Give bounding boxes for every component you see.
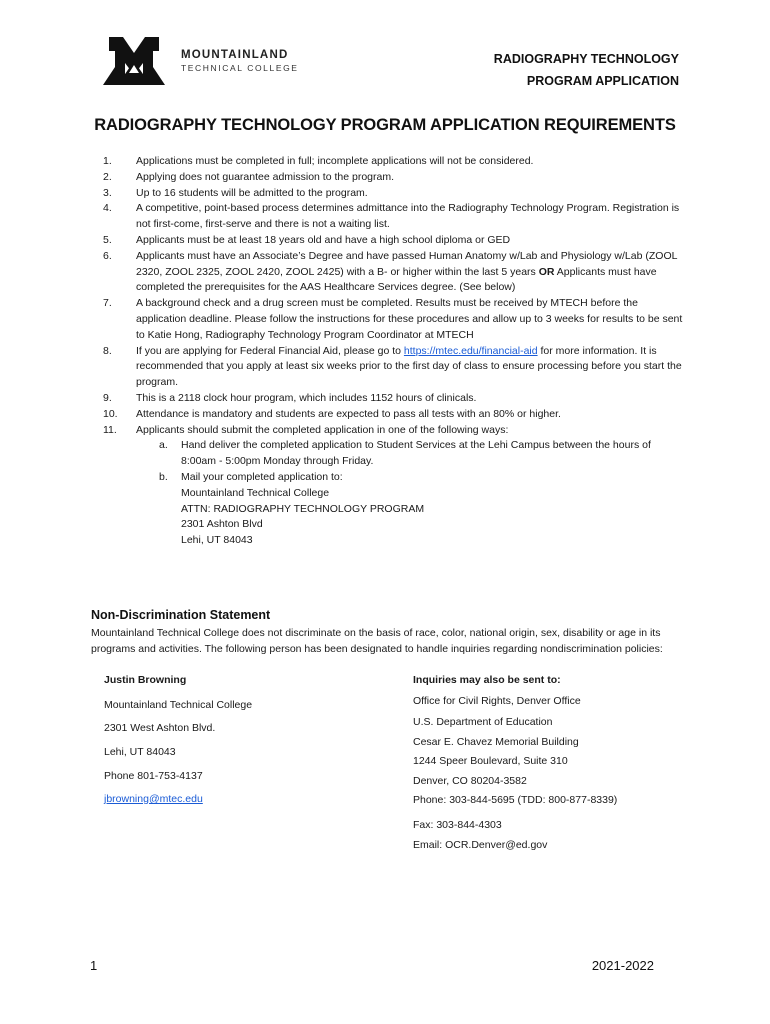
ocr-line: U.S. Department of Education	[413, 716, 553, 728]
list-item	[103, 391, 683, 407]
logo-name: MOUNTAINLAND	[181, 49, 289, 61]
logo-subtitle: TECHNICAL COLLEGE	[181, 63, 299, 73]
list-item	[103, 296, 683, 343]
item-number: 8.	[103, 344, 112, 357]
list-item	[103, 170, 683, 186]
item-text: Applications must be completed in full; incomplete applications will not be considered.	[136, 155, 534, 167]
contact-city: Lehi, UT 84043	[104, 746, 176, 758]
contact-name: Justin Browning	[104, 674, 187, 686]
item-number: 10.	[103, 407, 118, 420]
item-number: 5.	[103, 233, 112, 246]
list-item	[103, 201, 683, 233]
ocr-line: Denver, CO 80204-3582	[413, 775, 527, 787]
ocr-line: 1244 Speer Boulevard, Suite 310	[413, 755, 568, 767]
contact-street: 2301 West Ashton Blvd.	[104, 722, 216, 734]
address-line: Mountainland Technical College	[181, 486, 330, 499]
header-program-title	[494, 48, 679, 92]
sub-item-letter: b.	[159, 470, 168, 483]
item-number: 7.	[103, 297, 112, 310]
item-text: Attendance is mandatory and students are expected to pass all tests with an 80% or higher.	[136, 407, 561, 420]
mountain-logo-icon	[103, 37, 165, 85]
item-text: Up to 16 students will be admitted to the program.	[136, 186, 368, 199]
item-text: Applying does not guarantee admission to the program.	[136, 170, 394, 183]
contact-phone: Phone 801-753-4137	[104, 770, 203, 782]
mail-instruction: Mail your completed application to:	[181, 470, 343, 483]
header-line-2: PROGRAM APPLICATION	[526, 74, 679, 88]
mtech-logo	[103, 37, 313, 85]
sub-item-letter: a.	[159, 439, 168, 452]
inquiries-heading: Inquiries may also be sent to:	[413, 674, 561, 686]
or-emphasis: OR	[538, 265, 555, 278]
item-text-part: for more information. It is recommended that you apply at least six weeks prior to the first day of class to ensure processing before you start the program.	[136, 344, 682, 389]
item-text-part: Applicants must have an Associate’s Degree and have passed Human Anatomy w/Lab and Physiology w/Lab (ZOOL 2320, ZOOL 2325, ZOOL 2420, ZOOL 2425) with a B- or higher within the last 5 years	[136, 249, 678, 278]
page-title: RADIOGRAPHY TECHNOLOGY PROGRAM APPLICATION REQUIREMENTS	[94, 116, 676, 134]
item-number: 3.	[103, 186, 112, 199]
item-number: 2.	[103, 170, 112, 183]
address-line: ATTN: RADIOGRAPHY TECHNOLOGY PROGRAM	[181, 502, 425, 515]
address-line: 2301 Ashton Blvd	[181, 518, 263, 531]
item-number: 11.	[103, 423, 117, 436]
list-item	[103, 407, 683, 423]
ocr-line: Cesar E. Chavez Memorial Building	[413, 736, 579, 748]
contact-email-link[interactable]: jbrowning@mtec.edu	[104, 793, 203, 805]
list-item	[103, 344, 683, 391]
item-text: This is a 2118 clock hour program, which includes 1152 hours of clinicals.	[136, 391, 477, 404]
list-item	[103, 249, 683, 296]
contact-email-wrap	[104, 793, 203, 805]
item-text: Applicants must be at least 18 years old and have a high school diploma or GED	[136, 233, 511, 246]
header-line-1: RADIOGRAPHY TECHNOLOGY	[493, 52, 679, 66]
list-item	[103, 423, 683, 439]
nondiscrimination-heading: Non-Discrimination Statement	[91, 608, 271, 622]
requirements-list	[103, 154, 683, 549]
ocr-email: Email: OCR.Denver@ed.gov	[413, 839, 548, 851]
address-line: Lehi, UT 84043	[181, 534, 253, 547]
financial-aid-link[interactable]: https://mtec.edu/financial-aid	[403, 344, 538, 357]
item-number: 1.	[103, 155, 112, 167]
nondiscrimination-body: Mountainland Technical College does not discriminate on the basis of race, color, national origin, sex, disability or age in its programs and activities. The following person has been designated to handle inquiries regarding nondiscrimination policies:	[91, 627, 663, 655]
item-text: A competitive, point-based process determines admittance into the Radiography Technology Program. Registration is not first-come, first-serve and there is not a waiting list.	[136, 202, 680, 231]
list-item	[103, 438, 683, 549]
sub-list-item	[159, 470, 683, 549]
ocr-phone: Phone: 303-844-5695 (TDD: 800-877-8339)	[413, 794, 618, 806]
sub-list	[136, 438, 683, 549]
sub-list-item	[159, 438, 683, 470]
list-item	[103, 186, 683, 202]
item-text-part: Applicants must have completed the prerequisites for the AAS Healthcare Services degree. (See below)	[136, 265, 657, 294]
item-number: 9.	[103, 391, 112, 404]
ocr-line: Office for Civil Rights, Denver Office	[413, 695, 581, 707]
item-text	[136, 249, 683, 296]
list-item	[103, 233, 683, 249]
sub-item-text	[181, 470, 683, 549]
item-text-part: If you are applying for Federal Financial Aid, please go to	[136, 344, 404, 357]
list-item	[103, 154, 683, 170]
item-number-spacer	[103, 438, 136, 549]
contact-org: Mountainland Technical College	[104, 699, 253, 711]
item-text	[136, 344, 683, 391]
item-text: Applicants should submit the completed application in one of the following ways:	[136, 423, 509, 436]
footer-year: 2021-2022	[591, 958, 654, 973]
item-number: 6.	[103, 249, 112, 262]
sub-item-text: Hand deliver the completed application to Student Services at the Lehi Campus between the hours of 8:00am - 5:00pm Monday through Friday.	[181, 439, 651, 468]
item-number: 4.	[103, 202, 112, 215]
page-number: 1	[90, 958, 98, 973]
ocr-fax: Fax: 303-844-4303	[413, 819, 502, 831]
item-text: A background check and a drug screen must be completed. Results must be received by MTECH before the application deadline. Please follow the instructions for these procedures and allow up to 3 weeks for results to be sent to Katie Hong, Radiography Technology Program Coordinator at MTECH	[136, 297, 683, 341]
